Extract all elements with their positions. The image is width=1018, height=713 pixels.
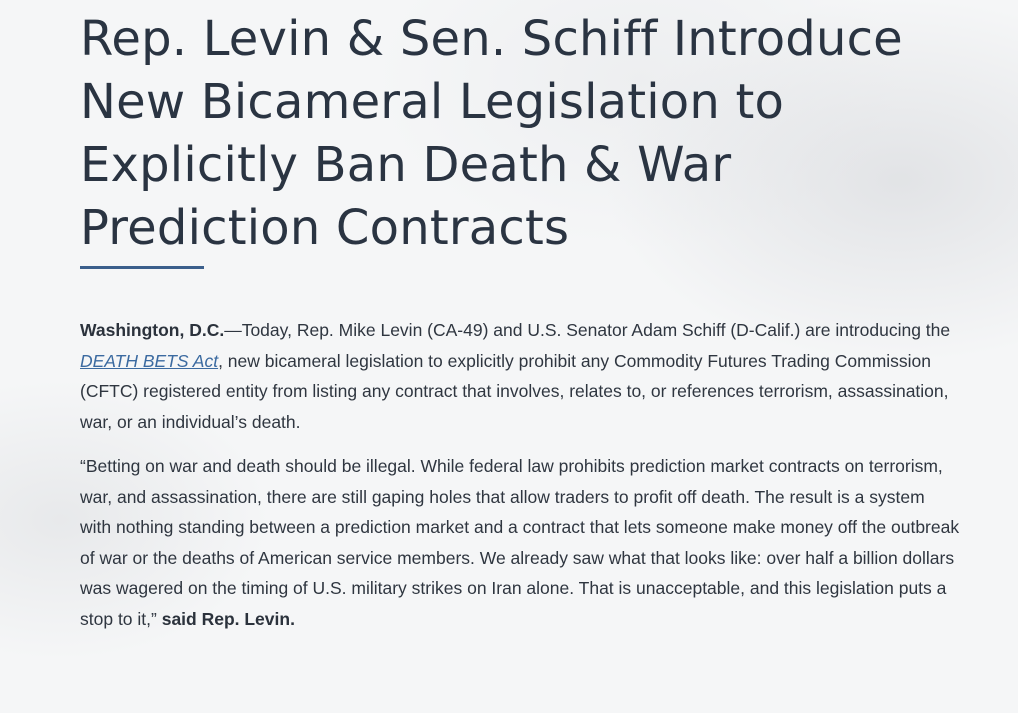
quote-text: “Betting on war and death should be illegal. While federal law prohibits prediction market contracts on terrorism, war, and assassination, there are still gaping holes that allow traders to profit off death. The result is a system with nothing standing between a prediction market and a contract that lets someone make money off the outbreak of war or the deaths of American service members. We already saw what that looks like: over half a billion dollars was wagered on the timing of U.S. military strikes on Iran alone. That is unacceptable, and this legislation puts a stop to it,” <box>80 456 960 629</box>
dateline: Washington, D.C. <box>80 320 225 340</box>
article <box>80 0 960 634</box>
intro-text-after-link: , new bicameral legislation to explicitly prohibit any Commodity Futures Trading Commission (CFTC) registered entity from listing any contract that involves, relates to, or references terrorism, assassination, war, or an individual’s death. <box>80 350 949 432</box>
title-underline <box>80 266 204 269</box>
quote-attribution: said Rep. Levin. <box>156 608 295 629</box>
intro-text-before-link: —Today, Rep. Mike Levin (CA-49) and U.S. Senator Adam Schiff (D-Calif.) are introducing the <box>224 320 951 340</box>
paragraph-intro <box>80 315 960 437</box>
paragraph-quote <box>80 451 960 634</box>
death-bets-act-link[interactable]: DEATH BETS Act <box>80 350 219 371</box>
article-title: Rep. Levin & Sen. Schiff Introduce New Bicameral Legislation to Explicitly Ban Death & War Prediction Contracts <box>80 11 903 256</box>
